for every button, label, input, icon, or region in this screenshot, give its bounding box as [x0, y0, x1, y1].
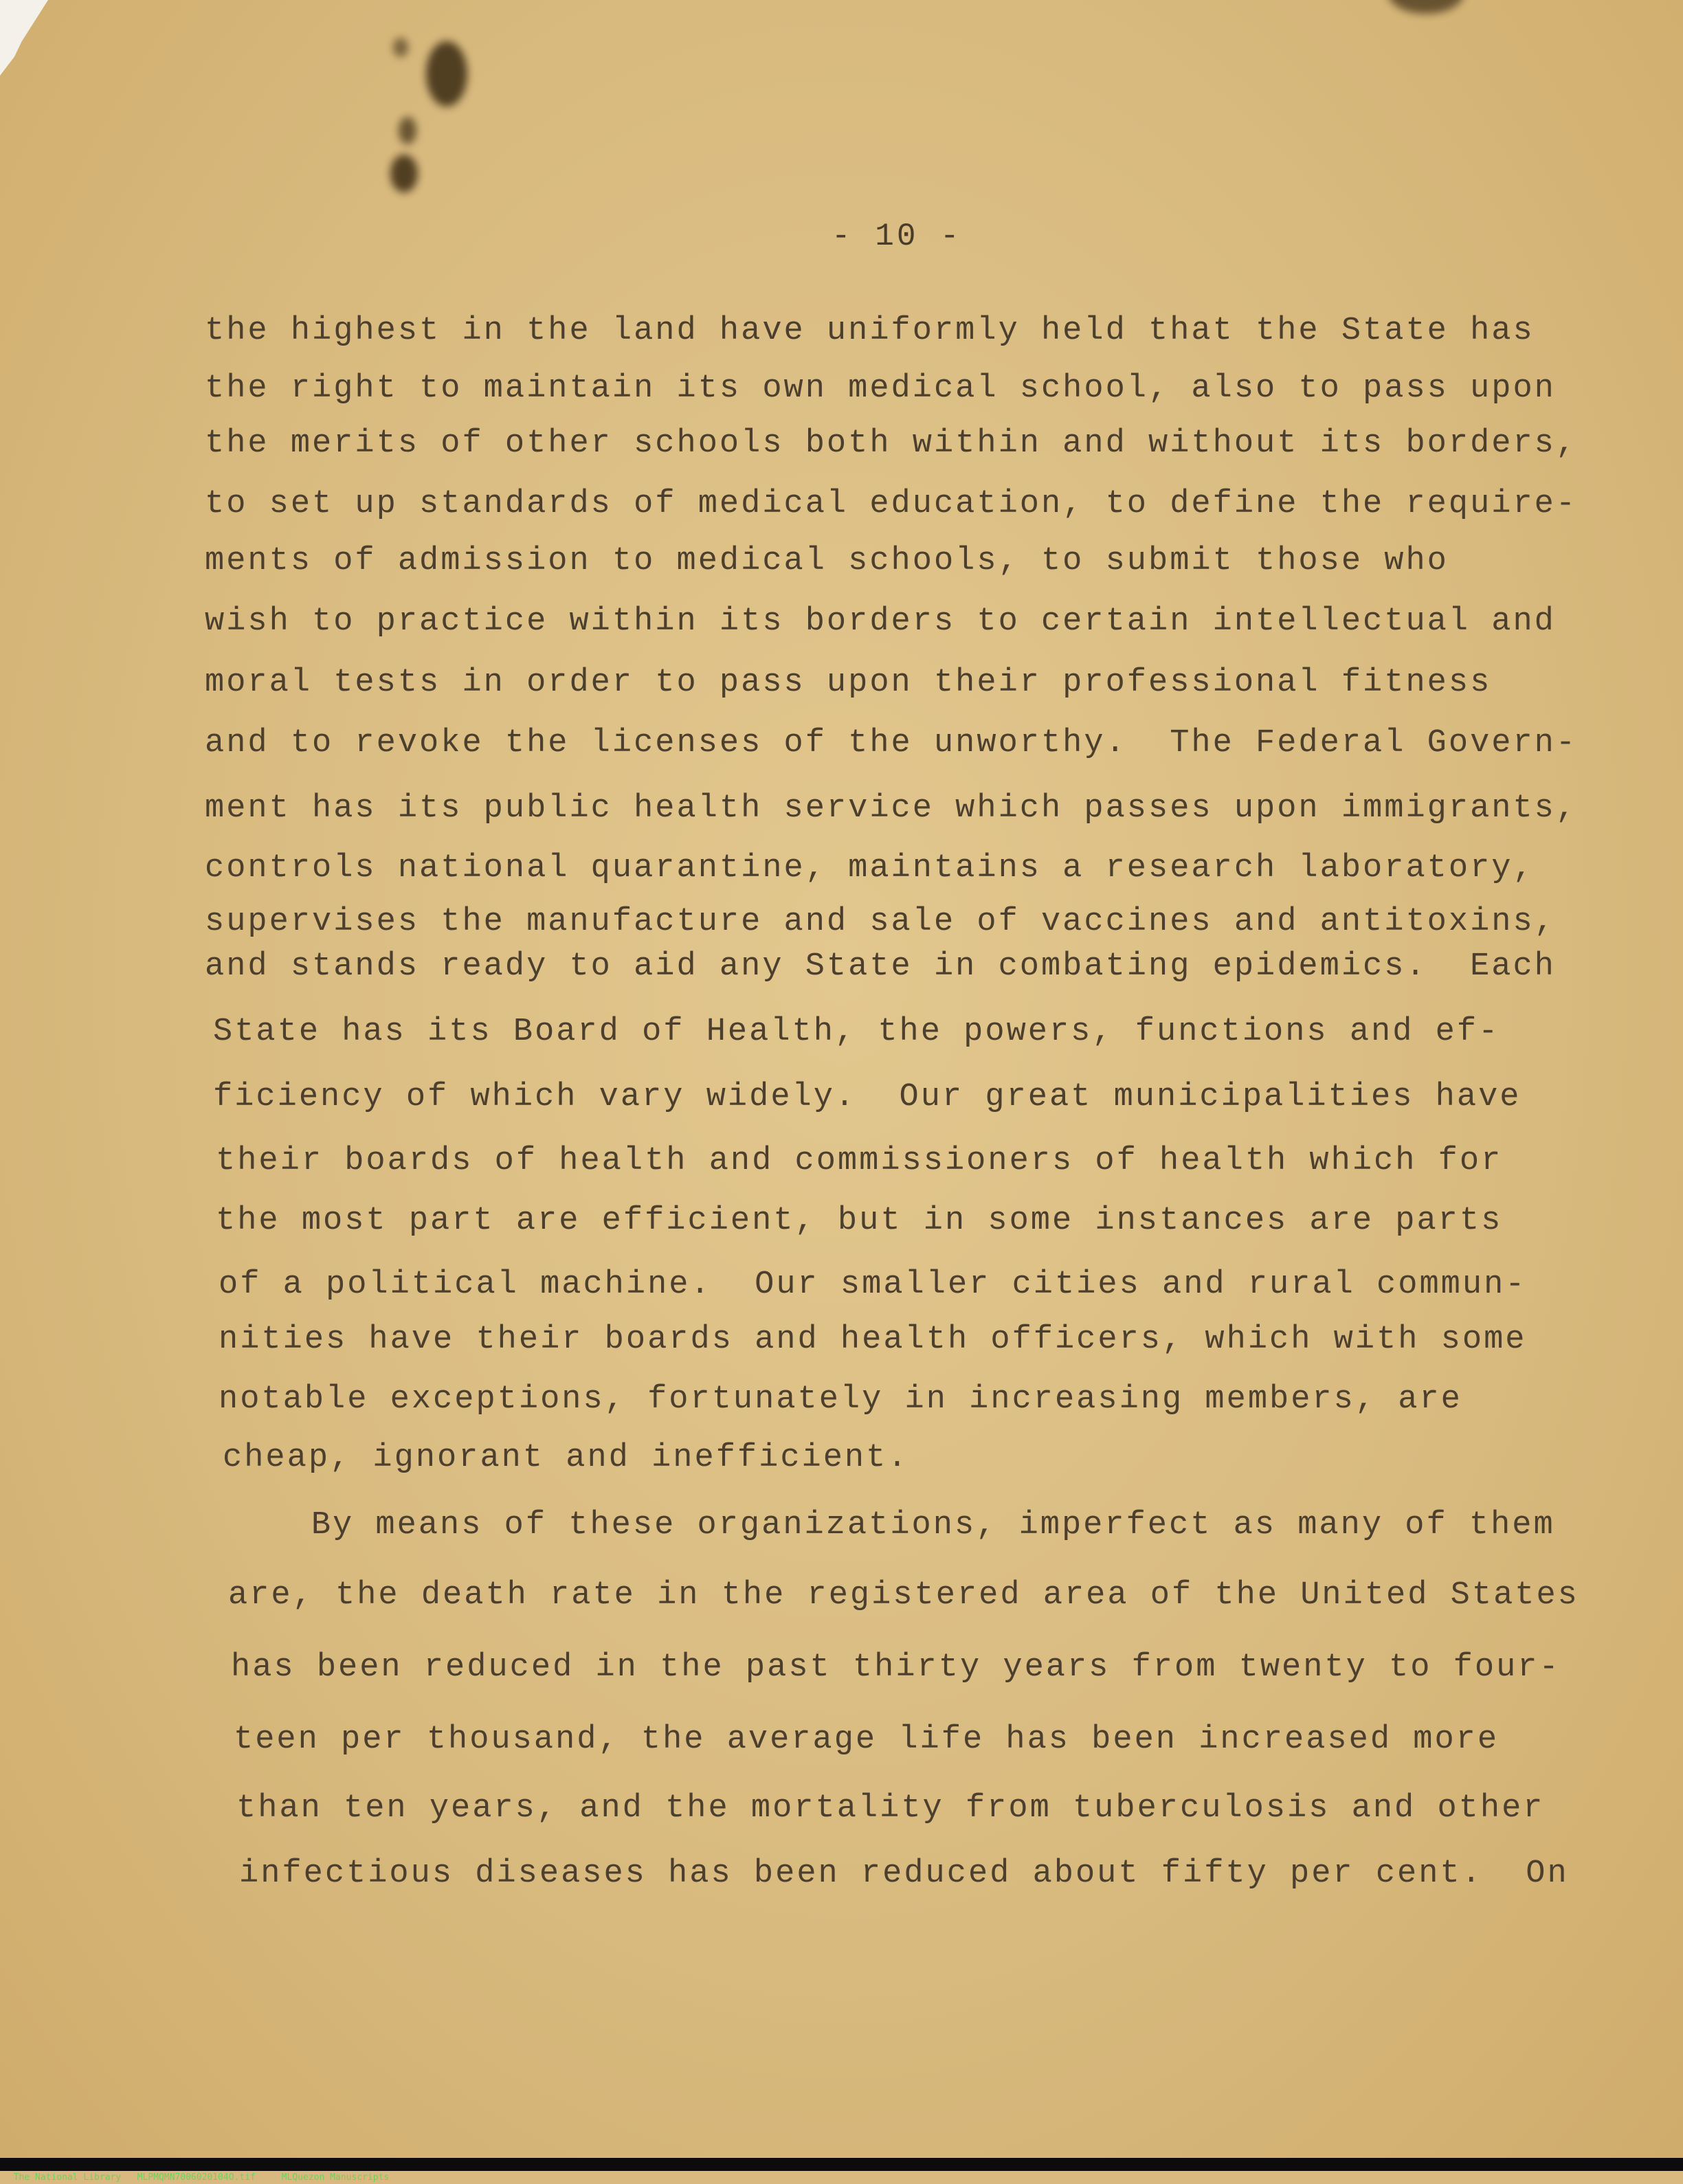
ink-stain [393, 38, 408, 57]
ink-stain [390, 155, 418, 192]
footer-file: MLPMQMN7006020104O.tif [137, 2172, 256, 2183]
scan-footer [0, 2158, 1683, 2183]
footer-collection: MLQuezon Manuscripts [281, 2172, 390, 2183]
ink-stain [1388, 0, 1464, 14]
torn-corner [0, 0, 48, 76]
document-page: - 10 - the highest in the land have uniformly held that the State has the right to maintain its own medical school, also to pass upon the merits of other schools both within and without its borders, to set up standards of medical education, to define the require- ments of admission to medical schools, to submit those who wish to practice within its borders to certain intellectual and moral tests in order to pass upon their professional fitness and to revoke the licenses of the unworthy. The Federal Govern- ment has its public health service which passes upon immigrants, controls national quarantine, maintains a research laboratory, supervises the manufacture and sale of vaccines and antitoxins, and stands ready to aid any State in combating epidemics. Each State has its Board of Health, the powers, functions and ef- ficiency of which vary widely. Our great municipalities have their boards of health and commissioners of health which for the most part are efficient, but in some instances are parts of a political machine. Our smaller cities and rural commun- nities have their boards and health officers, which with some notable exceptions, fortunately in increasing members, are cheap, ignorant and inefficient. By means of these organizations, imperfect as many of them are, the death rate in the registered area of the United States has been reduced in the past thirty years from twenty to four- teen per thousand, the average life has been increased more than ten years, and the mortality from tuberculosis and other infectious diseases has been reduced about fifty per cent. On [0, 0, 1683, 2158]
page-number: - 10 - [832, 219, 962, 254]
ink-stain [399, 117, 416, 144]
footer-library: The National Library [13, 2172, 122, 2183]
ink-stain [426, 41, 467, 107]
